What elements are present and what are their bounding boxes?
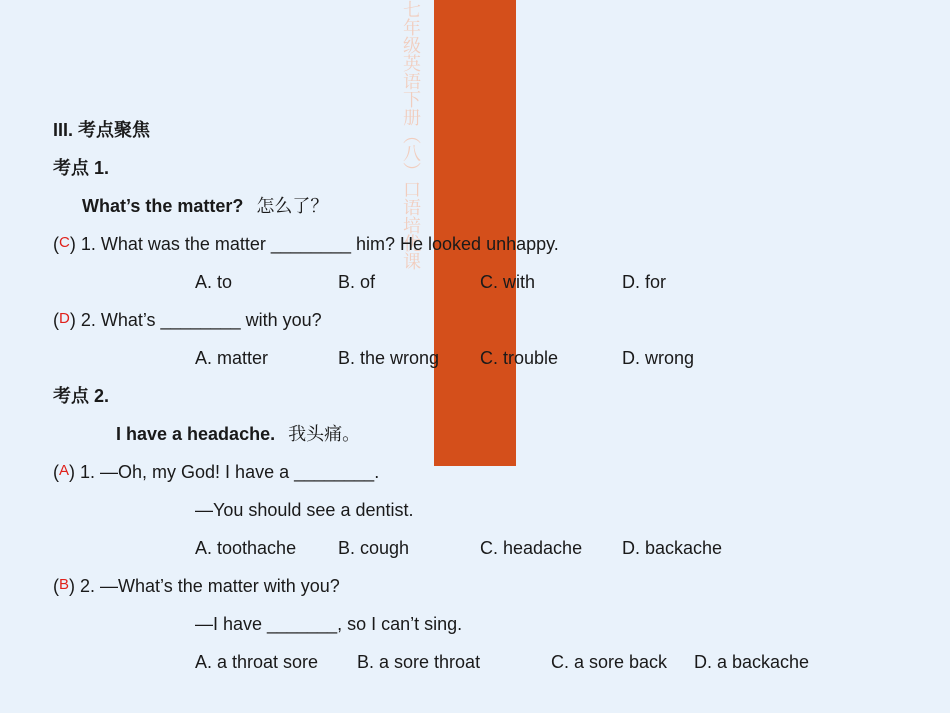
- p2-q1-text: ) 1. —Oh, my God! I have a ________.: [69, 462, 380, 482]
- p1-q2-text: ) 2. What’s ________ with you?: [69, 310, 322, 330]
- paren-open: (: [53, 234, 59, 254]
- p1-q2-option-c: C. trouble: [480, 348, 559, 368]
- p1-q2-option-b: B. the wrong: [338, 348, 440, 368]
- paren-open: (: [53, 310, 59, 330]
- p2-q2-option-c: C. a sore back: [551, 652, 668, 672]
- point1-phrase-line: [82, 194, 328, 219]
- p2-q1-answer: A: [59, 462, 70, 479]
- point1-meaning: 怎么了？: [256, 196, 329, 217]
- p2-q2-answer: B: [59, 576, 70, 593]
- point2-meaning: 我头痛。: [288, 424, 361, 445]
- paren-open: (: [53, 462, 59, 482]
- p2-q1-option-c: C. headache: [480, 538, 583, 558]
- p1-q1-answer: C: [59, 234, 70, 251]
- p2-q1-option-a: A. toothache: [195, 538, 297, 558]
- point1-label: 考点 1.: [53, 158, 110, 178]
- p1-q1-text: ) 1. What was the matter ________ him? He looked unhappy.: [69, 234, 559, 254]
- section-title: III. 考点聚焦: [53, 120, 151, 140]
- p2-q2-text: ) 2. —What’s the matter with you?: [69, 576, 340, 596]
- p1-q2: [53, 308, 322, 334]
- p2-q2-option-b: B. a sore throat: [357, 652, 481, 672]
- p1-q2-option-d: D. wrong: [622, 348, 695, 368]
- p1-q1-option-b: B. of: [338, 272, 376, 292]
- p2-q2-option-d: D. a backache: [694, 652, 810, 672]
- point1-phrase: What’s the matter?: [82, 196, 244, 216]
- p2-q1-option-d: D. backache: [622, 538, 723, 558]
- p2-q2: [53, 574, 340, 600]
- p1-q2-option-a: A. matter: [195, 348, 269, 368]
- p1-q1-option-d: D. for: [622, 272, 667, 292]
- p1-q2-answer: D: [59, 310, 70, 327]
- p2-q1-reply: —You should see a dentist.: [195, 500, 414, 520]
- p2-q1-option-b: B. cough: [338, 538, 410, 558]
- side-banner-text: 七年级英语下册（八）口语培优课: [400, 0, 421, 270]
- p1-q1-option-c: C. with: [480, 272, 536, 292]
- p1-q1-option-a: A. to: [195, 272, 233, 292]
- p2-q1: [53, 460, 379, 486]
- paren-open: (: [53, 576, 59, 596]
- p2-q2-reply: —I have _______, so I can’t sing.: [195, 614, 463, 634]
- point2-phrase: I have a headache.: [116, 424, 276, 444]
- p2-q2-option-a: A. a throat sore: [195, 652, 319, 672]
- point2-label: 考点 2.: [53, 386, 110, 406]
- point2-phrase-line: [116, 422, 360, 447]
- p1-q1: [53, 232, 559, 258]
